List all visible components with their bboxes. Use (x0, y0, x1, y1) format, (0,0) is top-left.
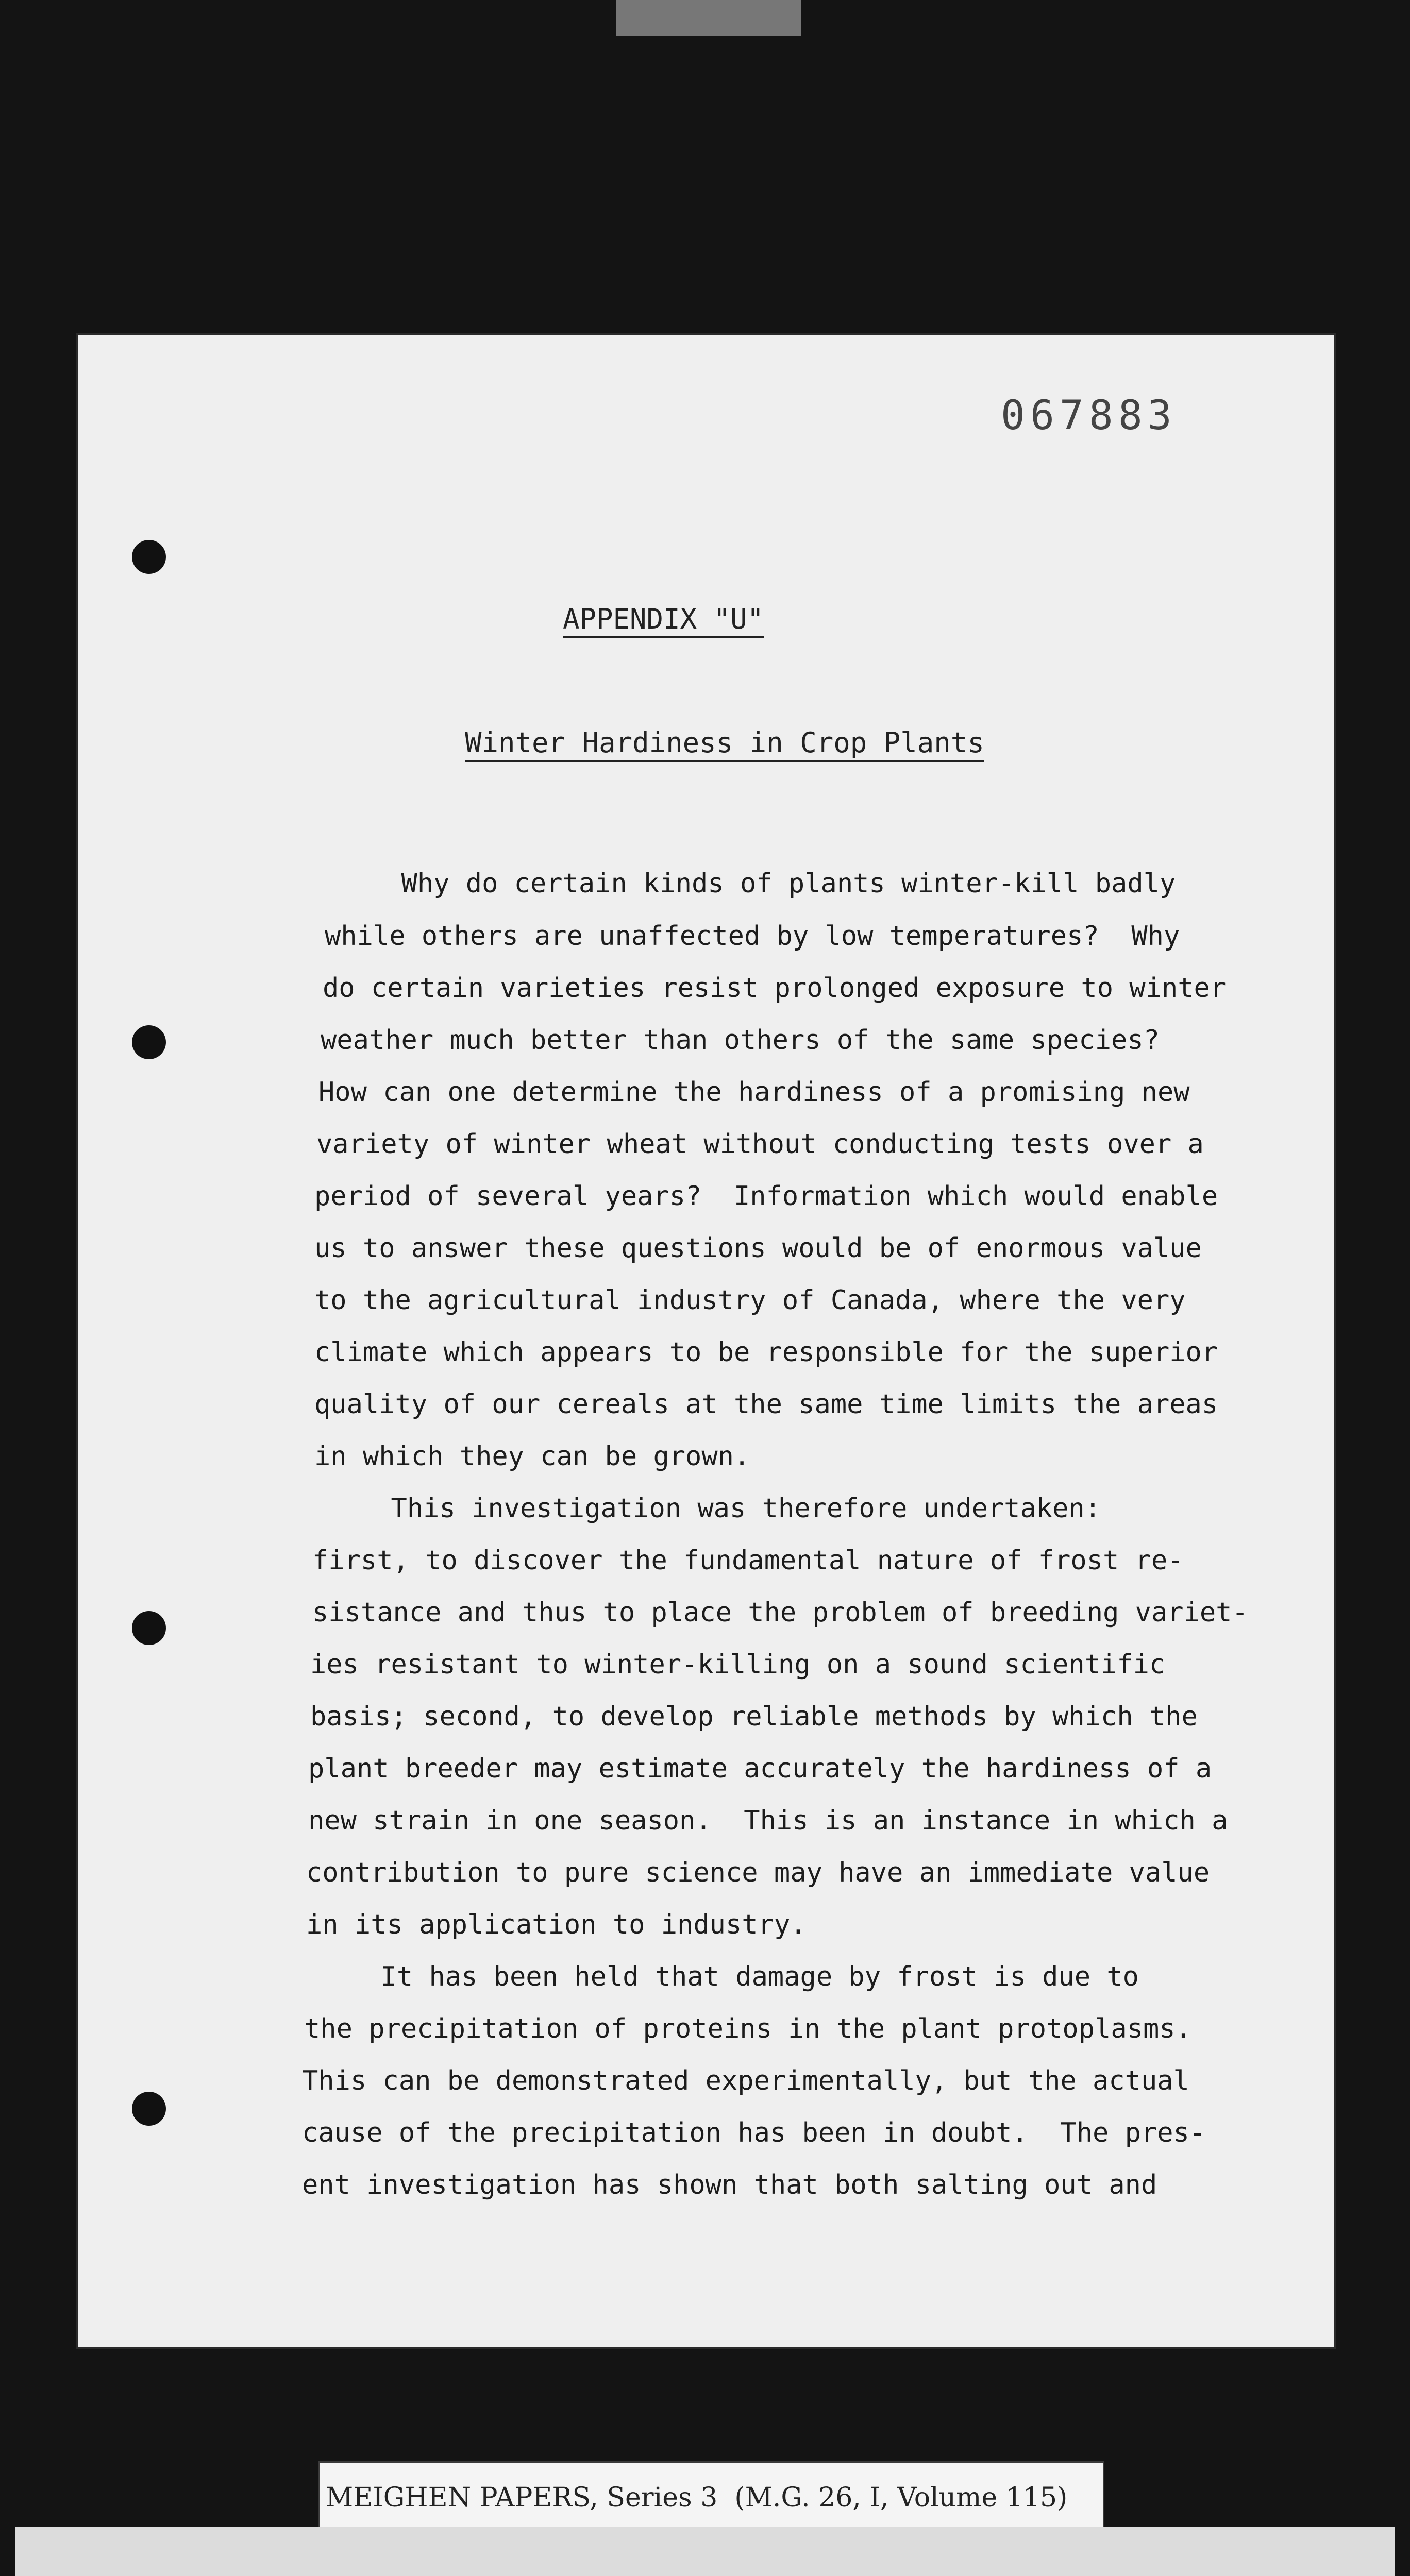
body-line: cause of the precipitation has been in doubt. The pres- (302, 2117, 1206, 2148)
body-line: new strain in one season. This is an instance in which a (308, 1805, 1228, 1836)
punch-hole (132, 1025, 166, 1059)
collection-label-text: MEIGHEN PAPERS, Series 3 (M.G. 26, I, Volume 115) (326, 2482, 1068, 2513)
body-line: climate which appears to be responsible for the superior (314, 1337, 1218, 1368)
body-line: contribution to pure science may have an immediate value (306, 1857, 1210, 1888)
body-line: weather much better than others of the same species? (321, 1025, 1160, 1056)
document-number: 067883 (1001, 393, 1177, 439)
body-line: sistance and thus to place the problem of breeding variet- (312, 1597, 1248, 1628)
punch-hole (132, 2092, 166, 2126)
body-line: period of several years? Information which would enable (314, 1181, 1218, 1212)
body-line: us to answer these questions would be of enormous value (314, 1233, 1202, 1264)
body-line: plant breeder may estimate accurately the hardiness of a (308, 1753, 1212, 1784)
appendix-heading: APPENDIX "U" (563, 603, 764, 635)
body-line: How can one determine the hardiness of a promising new (318, 1077, 1190, 1108)
body-line: to the agricultural industry of Canada, where the very (314, 1285, 1186, 1316)
body-line: while others are unaffected by low temperatures? Why (325, 921, 1180, 952)
body-line: ent investigation has shown that both salting out and (302, 2170, 1157, 2200)
body-line: This can be demonstrated experimentally, but the actual (302, 2065, 1189, 2096)
body-line: This investigation was therefore undertaken: (310, 1493, 1101, 1524)
punch-hole (132, 540, 166, 574)
body-line: It has been held that damage by frost is due to (300, 1961, 1139, 1992)
body-line: in its application to industry. (306, 1909, 807, 1940)
archive-banner (15, 2527, 1395, 2576)
body-line: first, to discover the fundamental nature of frost re- (312, 1545, 1184, 1576)
body-line: variety of winter wheat without conducting tests over a (316, 1129, 1204, 1160)
body-line: do certain varieties resist prolonged exposure to winter (323, 973, 1227, 1004)
body-line: Why do certain kinds of plants winter-kill badly (321, 868, 1176, 899)
body-line: in which they can be grown. (314, 1441, 750, 1472)
punch-hole (132, 1611, 166, 1645)
document-title: Winter Hardiness in Crop Plants (465, 726, 984, 759)
body-line: basis; second, to develop reliable methods by which the (310, 1701, 1198, 1732)
body-line: quality of our cereals at the same time limits the areas (314, 1389, 1218, 1420)
binder-clip (616, 0, 801, 36)
document-page (78, 335, 1334, 2347)
body-line: ies resistant to winter-killing on a sound scientific (310, 1649, 1166, 1680)
collection-label (320, 2463, 1103, 2530)
body-line: the precipitation of proteins in the plant protoplasms. (304, 2013, 1191, 2044)
